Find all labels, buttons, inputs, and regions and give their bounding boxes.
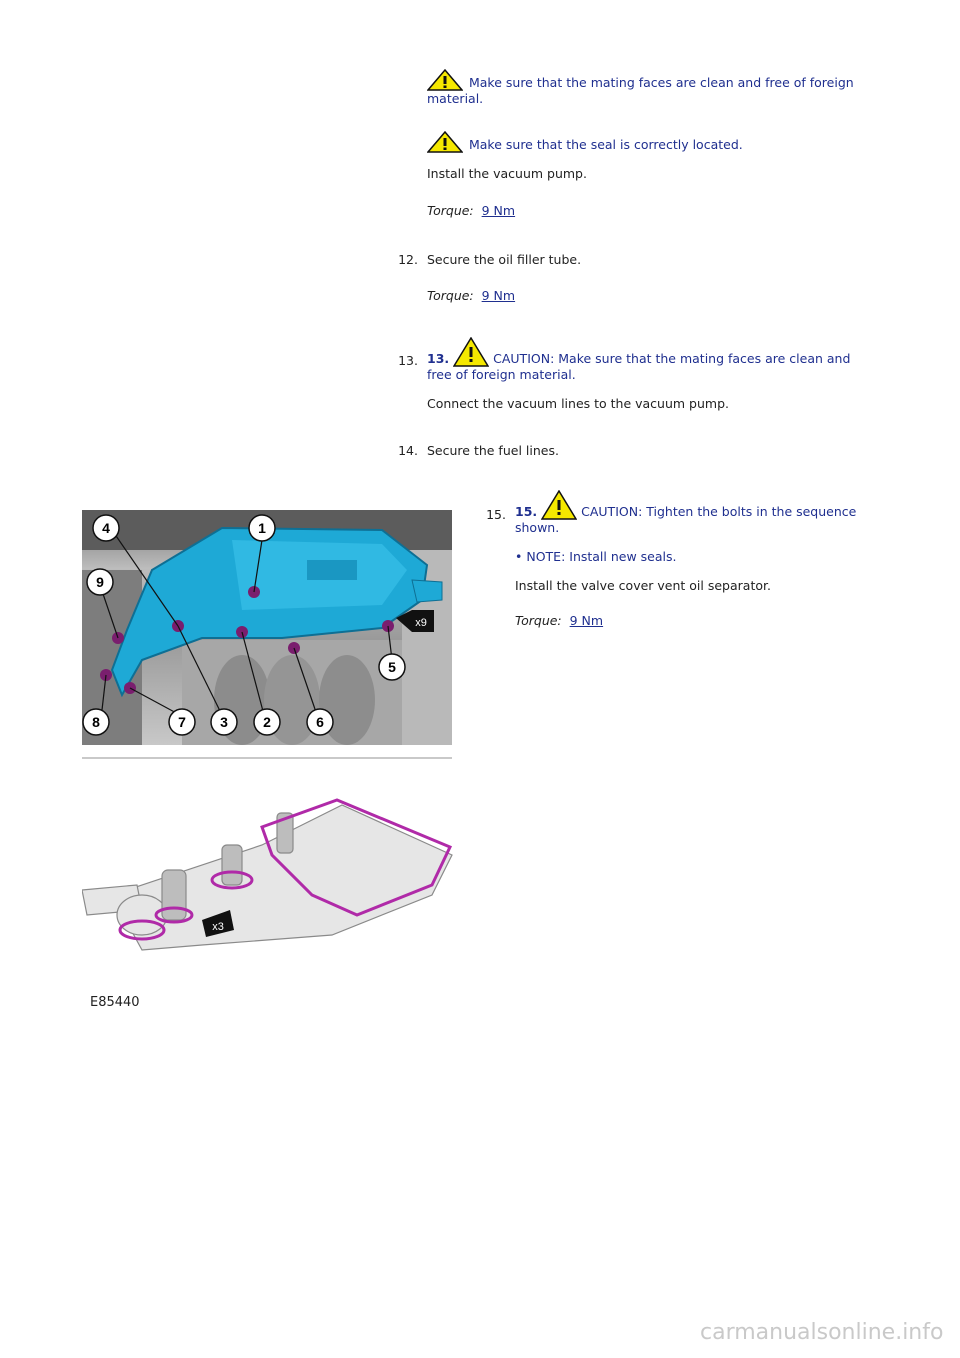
seal-drawing [82,785,462,985]
torque-label: Torque: [427,203,474,218]
callout-2: 2 [263,714,271,730]
step-13-text: Connect the vacuum lines to the vacuum pump. [427,396,729,411]
callout-6: 6 [316,714,324,730]
engine-photo [82,510,452,745]
callout-5: 5 [388,659,396,675]
callout-7: 7 [178,714,186,730]
callout-3: 3 [220,714,228,730]
warning-triangle-icon [453,337,489,367]
warning-2-text: Make sure that the seal is correctly located. [468,137,743,152]
step-12-text: Secure the oil filler tube. [427,252,582,267]
step-13-caution-text: CAUTION: Make sure that the mating faces are clean and free of foreign material. [427,351,851,382]
callout-1: 1 [258,520,266,536]
step-11-text: Install the vacuum pump. [427,166,587,181]
step-15-torque [515,613,603,628]
separator-seal-illustration [82,785,462,985]
step-13-number: 13. [398,353,418,368]
step-13-caution [427,337,879,382]
warning-1 [427,69,879,106]
watermark: carmanualsonline.info [700,1320,944,1345]
torque-value-link[interactable]: 9 Nm [569,613,604,628]
warning-triangle-icon [427,131,463,153]
step-15-caution-text: CAUTION: Tighten the bolts in the sequence shown. [515,504,857,535]
callout-4: 4 [102,520,110,536]
step-15-number: 15. [486,507,506,522]
step-15-caution [515,490,880,535]
callout-8: 8 [92,714,100,730]
torque-label: Torque: [515,613,562,628]
warning-triangle-icon [427,69,463,91]
step-15-bold-number: 15. [515,504,538,519]
quantity-tag-x3: x3 [212,921,224,933]
warning-1-text: Make sure that the mating faces are clean and free of foreign material. [427,75,854,106]
torque-value-link[interactable]: 9 Nm [481,288,516,303]
step-14-text: Secure the fuel lines. [427,443,559,458]
step-12-number: 12. [398,252,418,267]
torque-label: Torque: [427,288,474,303]
warning-triangle-icon [541,490,577,520]
step-15-text: Install the valve cover vent oil separator. [515,578,771,593]
step-12-torque [427,288,515,303]
torque-value-link[interactable]: 9 Nm [481,203,516,218]
figure-divider [82,757,452,759]
quantity-tag-x9: x9 [415,617,427,629]
warning-2 [427,131,879,153]
step-14-number: 14. [398,443,418,458]
callout-9: 9 [96,574,104,590]
engine-photo-illustration [82,510,452,745]
step-13-bold-number: 13. [427,351,450,366]
step-11-torque [427,203,515,218]
step-15-note: • NOTE: Install new seals. [515,549,677,564]
figure-reference-code: E85440 [90,995,140,1010]
